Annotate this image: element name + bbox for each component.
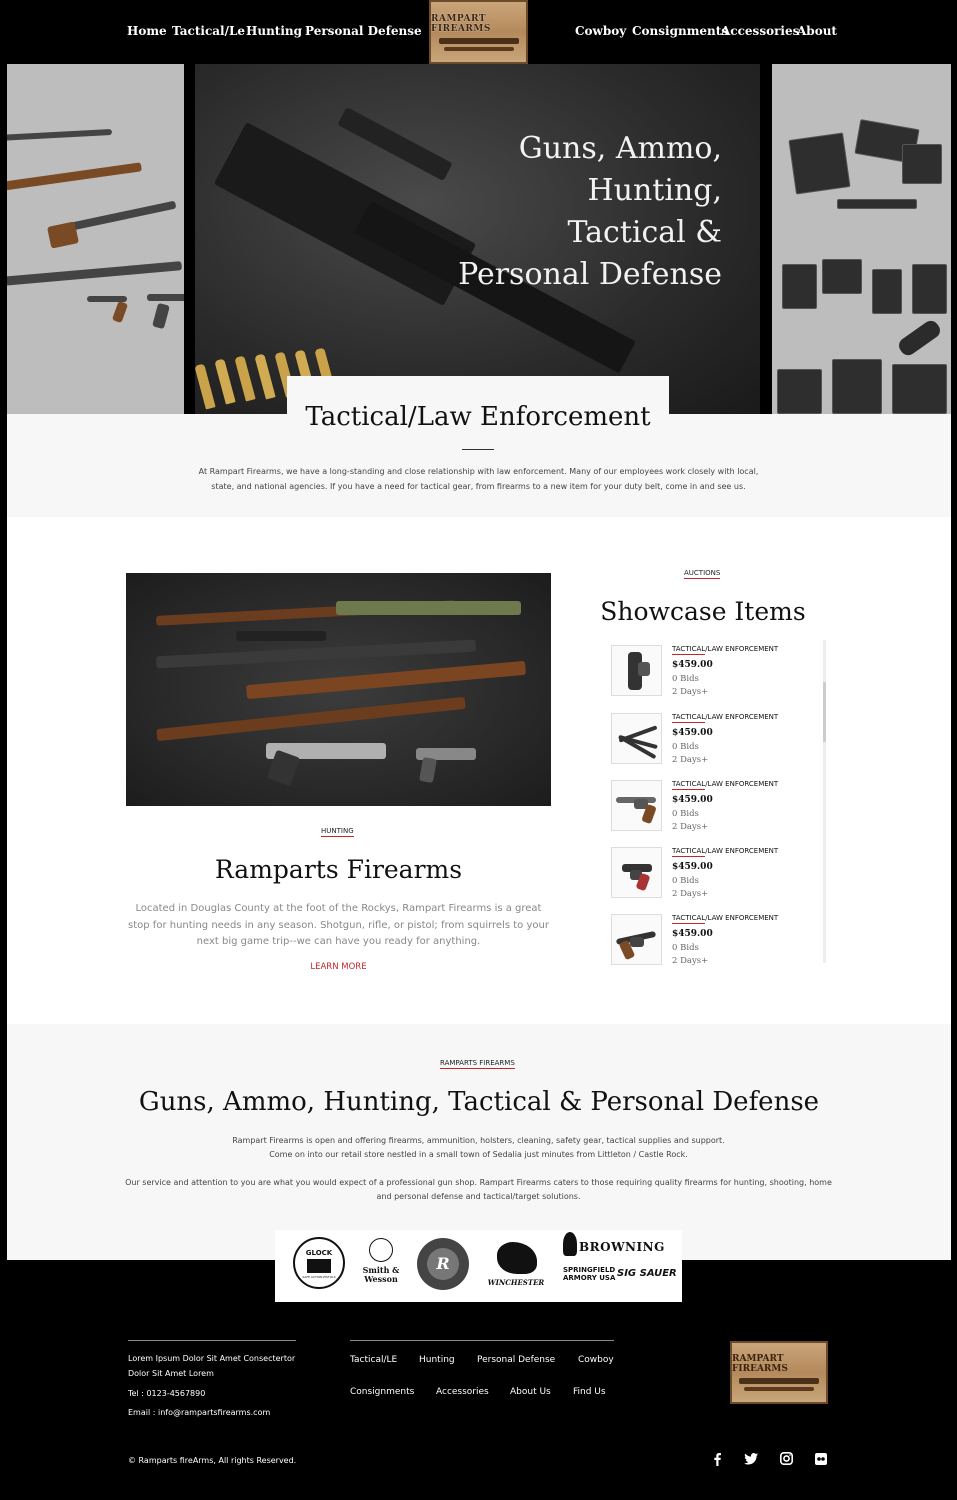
about-line-2: Come on into our retail store nestled in a small town of Sedalia just minutes from Littleton / Castle Rock. [269, 1150, 688, 1159]
remington-logo [417, 1238, 469, 1290]
revolver-icon[interactable] [611, 914, 662, 965]
nav-accessories[interactable]: Accessories [721, 24, 800, 38]
hero-line-4: Personal Defense [458, 257, 722, 292]
shotgun-silhouette [7, 162, 142, 190]
showcase-title: Showcase Items [600, 597, 806, 626]
smith-wesson-logo [361, 1236, 401, 1298]
camo-ar-rifle [336, 601, 521, 615]
footer-divider-2 [350, 1340, 614, 1341]
sight-package [782, 264, 817, 309]
about-paragraph-2: Our service and attention to you are what you would expect of a professional gun shop. Rampart Firearms caters to those requiring quality firearms for hunting, shooting, home and personal defense and tactical/target solutions. [125, 1178, 832, 1201]
about-paragraph-1 [120, 1134, 837, 1162]
browning-springfield-sig-logos [561, 1232, 677, 1294]
hero-line-1: Guns, Ammo, [518, 131, 722, 166]
item-time: 2 Days+ [672, 889, 709, 899]
sig-sauer-text: SIG SAUER [617, 1268, 677, 1279]
footer-divider-1 [128, 1340, 296, 1341]
flashlight [896, 318, 943, 359]
footer-logo-text: RAMPART FIREARMS [732, 1354, 788, 1374]
copyright: © Ramparts fireArms, All rights Reserved. [128, 1456, 297, 1465]
item-bids: 0 Bids [672, 674, 699, 684]
horse-rider-icon [497, 1242, 537, 1274]
hunting-tag[interactable]: HUNTING [321, 827, 354, 835]
sw-seal-icon [369, 1238, 393, 1262]
hero-headline [458, 128, 722, 296]
glock-subtext: SAFE ACTION PISTOLS [302, 1275, 336, 1279]
revolver-silhouette [147, 294, 184, 301]
site-logo[interactable] [429, 0, 528, 64]
ammo-box [892, 364, 947, 414]
nav-about[interactable]: About [797, 24, 837, 38]
footer-address-1: Lorem Ipsum Dolor Sit Amet Consectertor [128, 1354, 296, 1363]
buckmark-icon [563, 1232, 577, 1256]
logo-rifle-graphic-2 [444, 47, 514, 51]
footer-link-about-us[interactable]: About Us [510, 1387, 551, 1397]
item-price: $459.00 [672, 795, 713, 805]
item-time: 2 Days+ [672, 755, 709, 765]
item-category[interactable]: TACTICAL/LAW ENFORCEMENT [672, 780, 779, 788]
footer-logo[interactable] [730, 1341, 828, 1404]
footer-link-cowboy[interactable]: Cowboy [578, 1355, 614, 1365]
instagram-icon[interactable] [777, 1452, 795, 1470]
footer-address-2: Dolor Sit Amet Lorem [128, 1369, 214, 1378]
showcase-scrollbar-thumb[interactable] [823, 682, 826, 742]
walnut-rifle [246, 661, 526, 699]
item-price: $459.00 [672, 929, 713, 939]
revolver-icon[interactable] [611, 780, 662, 831]
winchester-text: WINCHESTER [487, 1278, 545, 1287]
feature-title: Ramparts Firearms [214, 855, 463, 884]
hero-line-2: Hunting, [587, 173, 722, 208]
item-price: $459.00 [672, 728, 713, 738]
pistol-grip [419, 757, 437, 783]
hero-line-3: Tactical & [567, 215, 722, 250]
knives-icon[interactable] [611, 713, 662, 764]
ar15-receiver [214, 122, 476, 306]
item-category[interactable]: TACTICAL/LAW ENFORCEMENT [672, 847, 779, 855]
showcase-item[interactable] [610, 640, 815, 696]
showcase-item[interactable] [610, 775, 815, 831]
showcase-list [610, 640, 815, 965]
footer-email[interactable]: Email : info@rampartsfirearms.com [128, 1408, 271, 1417]
optics-box [777, 369, 822, 414]
rifle-scope-2 [236, 631, 326, 641]
hero-side-image-right [772, 64, 951, 414]
feature-description: Located in Douglas County at the foot of the Rockys, Rampart Firearms is a great stop for hunting needs in any season. Shotgun, rifle, or pistol; from squirrels to your next big game trip--we can have you ready for anything. [128, 903, 549, 947]
logo-rifle-graphic [439, 38, 519, 44]
item-time: 2 Days+ [672, 687, 709, 697]
top-nav [0, 0, 957, 64]
nav-tactical[interactable]: Tactical/Le [172, 24, 246, 38]
nav-consignments[interactable]: Consignments [632, 24, 729, 38]
cleaning-kit-box [788, 132, 850, 194]
nav-hunting[interactable]: Hunting [246, 24, 303, 38]
item-price: $459.00 [672, 660, 713, 670]
remington-r: R [436, 1254, 450, 1273]
derringer-icon[interactable] [611, 847, 662, 898]
flickr-icon[interactable] [812, 1452, 830, 1470]
revolver-grip [152, 303, 170, 329]
showcase-item[interactable] [610, 909, 815, 965]
item-time: 2 Days+ [672, 956, 709, 965]
item-bids: 0 Bids [672, 876, 699, 886]
showcase-item[interactable] [610, 708, 815, 764]
sw-text-2: Wesson [364, 1274, 398, 1284]
tactical-divider [462, 449, 494, 450]
twitter-icon[interactable] [742, 1452, 760, 1470]
glock-logo [293, 1237, 345, 1289]
footer-link-hunting[interactable]: Hunting [419, 1355, 455, 1365]
nav-cowboy[interactable]: Cowboy [575, 24, 627, 38]
hero-banner [195, 64, 760, 414]
about-line-1: Rampart Firearms is open and offering firearms, ammunition, holsters, cleaning, safety gear, tactical supplies and support. [232, 1136, 725, 1145]
showcase-item[interactable] [610, 842, 815, 898]
footer-link-tactical[interactable]: Tactical/LE [350, 1355, 398, 1365]
footer-link-find-us[interactable]: Find Us [573, 1387, 606, 1397]
auctions-tag[interactable]: AUCTIONS [684, 569, 721, 577]
item-category[interactable]: TACTICAL/LAW ENFORCEMENT [672, 914, 779, 922]
item-price: $459.00 [672, 862, 713, 872]
about-title: Guns, Ammo, Hunting, Tactical & Personal Defense [138, 1087, 820, 1117]
derringer-grip [112, 301, 128, 323]
hero-side-image-left [7, 64, 184, 414]
winchester-logo [485, 1238, 547, 1294]
tactical-title: Tactical/Law Enforcement [305, 402, 651, 432]
nav-home[interactable]: Home [127, 24, 167, 38]
item-category[interactable]: TACTICAL/LAW ENFORCEMENT [672, 713, 779, 721]
footer-link-consignments[interactable]: Consignments [350, 1387, 415, 1397]
pistol-icon [307, 1259, 331, 1273]
hunting-guns-image [126, 573, 551, 806]
synthetic-rifle [156, 640, 476, 669]
rifle-stock [47, 221, 79, 248]
browning-text: BROWNING [579, 1240, 665, 1254]
magazine-package [872, 269, 902, 314]
logo-text: RAMPART FIREARMS [431, 13, 491, 34]
sw-text-1: Smith & [362, 1265, 400, 1275]
rail-accessory [837, 199, 917, 209]
item-bids: 0 Bids [672, 809, 699, 819]
learn-more-link[interactable]: LEARN MORE [310, 962, 367, 972]
glock-text: GLOCK [305, 1249, 333, 1257]
scope-box [832, 359, 882, 414]
accessory-pack [902, 144, 942, 184]
holster-icon[interactable] [611, 645, 662, 696]
rifle-silhouette [7, 129, 112, 141]
scope-mount-package [822, 259, 862, 294]
footer-link-accessories[interactable]: Accessories [436, 1387, 489, 1397]
springfield-text-1: SPRINGFIELD [563, 1266, 616, 1274]
tactical-description: At Rampart Firearms, we have a long-standing and close relationship with law enforcement. Many of our employees work closely with local, state, and national agencies. If you have a need for tactical gear, from firearms to a new item for your duty belt, come in and see us. [198, 467, 759, 491]
grip-package [912, 264, 947, 314]
item-bids: 0 Bids [672, 742, 699, 752]
over-under-shotgun [156, 697, 466, 741]
item-bids: 0 Bids [672, 943, 699, 953]
springfield-text-2: ARMORY USA [563, 1274, 616, 1282]
item-time: 2 Days+ [672, 822, 709, 832]
nav-personal-defense[interactable]: Personal Defense [305, 24, 422, 38]
ramparts-tag[interactable]: RAMPARTS FIREARMS [440, 1059, 515, 1067]
footer-tel: Tel : 0123-4567890 [128, 1389, 206, 1398]
facebook-icon[interactable] [708, 1452, 726, 1470]
pump-shotgun-silhouette [7, 261, 182, 286]
item-category[interactable]: TACTICAL/LAW ENFORCEMENT [672, 645, 779, 653]
footer-link-personal-defense[interactable]: Personal Defense [477, 1355, 556, 1365]
brand-logos [275, 1230, 682, 1302]
rifle-scope [337, 107, 452, 181]
